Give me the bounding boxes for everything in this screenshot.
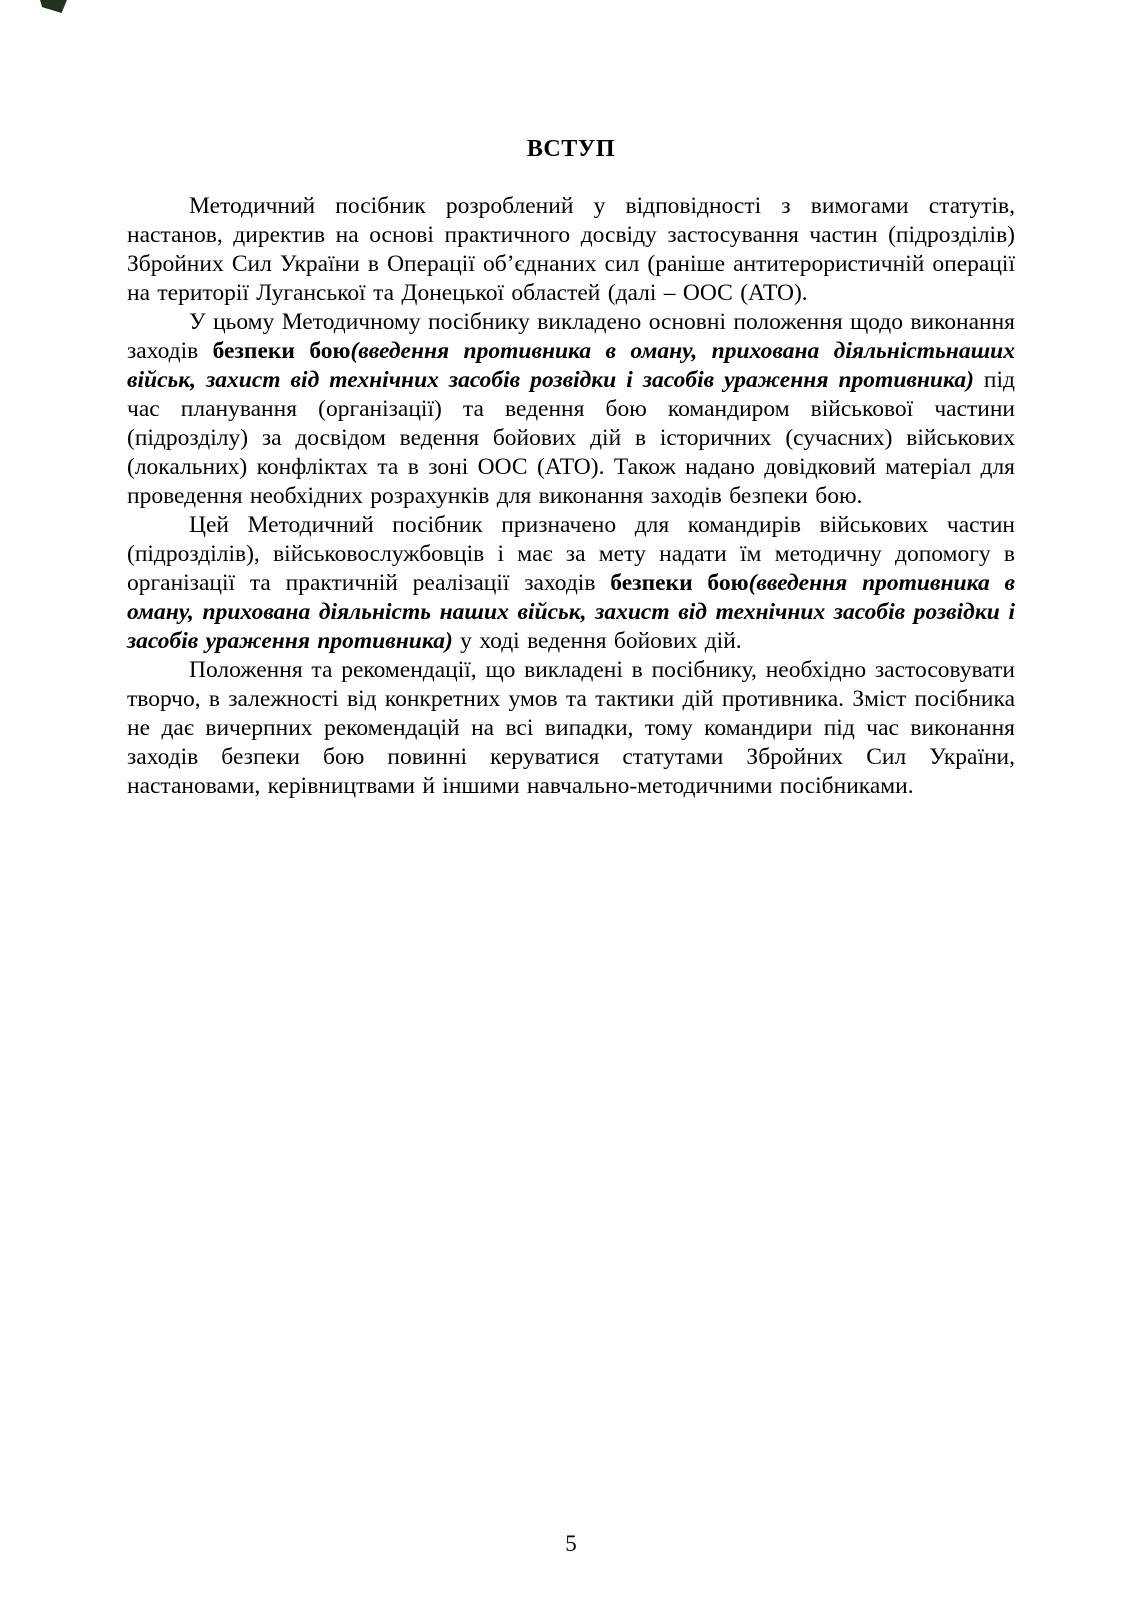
text-run: Положення та рекомендації, що викладені в посібнику, необхідно застосовувати творчо, в залежності від конкретних умов та тактики дій противника. Зміст посібника не дає вичерпних рекомендацій на всі випадки, тому командири під час виконання заходів безпеки бою повинні керуватися статутами Збройних Сил України, настановами, керівництвами й іншими навчально-методичними посібниками. (127, 657, 1015, 799)
page-title: ВСТУП (526, 136, 616, 162)
paragraph-recommendations (127, 656, 1015, 801)
page-number: 5 (565, 1531, 577, 1556)
scan-artifact (40, 0, 67, 13)
paragraph-overview (127, 308, 1015, 511)
text-run-bold-italic: (введення противника в оману, прихована діяльністьнаших військ, захист від технічних засобів розвідки і засобів ураження противника) (127, 338, 1015, 393)
text-run: у ході ведення бойових дій. (452, 628, 742, 654)
text-run-bold: безпеки бою (212, 338, 351, 364)
paragraph-purpose (127, 511, 1015, 656)
paragraph-intro (127, 192, 1015, 308)
text-run-bold: безпеки бою (610, 570, 749, 596)
text-run: У цьому Методичному посібнику викладено основні положення щодо виконання заходів (127, 309, 1015, 364)
text-run: Методичний посібник розроблений у відповідності з вимогами статутів, настанов, директив на основі практичного досвіду застосування частин (підрозділів) Збройних Сил України в Операції об’єднаних сил (раніше антитерористичній операції на території Луганської та Донецької областей (далі – ООС (АТО). (127, 193, 1015, 306)
text-run-bold-italic: (введення противника в оману, прихована діяльність наших військ, захист від технічних засобів розвідки і засобів ураження противника) (127, 570, 1016, 654)
text-run: під час планування (організації) та ведення бою командиром військової частини (підрозділу) за досвідом ведення бойових дій в історичних (сучасних) військових (локальних) конфліктах та в зоні ООС (АТО). Також надано довідковий матеріал для проведення необхідних розрахунків для виконання заходів безпеки бою. (127, 367, 1015, 509)
text-run: Цей Методичний посібник призначено для командирів військових частин (підрозділів), військовослужбовців і має за мету надати їм методичну допомогу в організації та практичній реалізації заходів (127, 512, 1015, 596)
